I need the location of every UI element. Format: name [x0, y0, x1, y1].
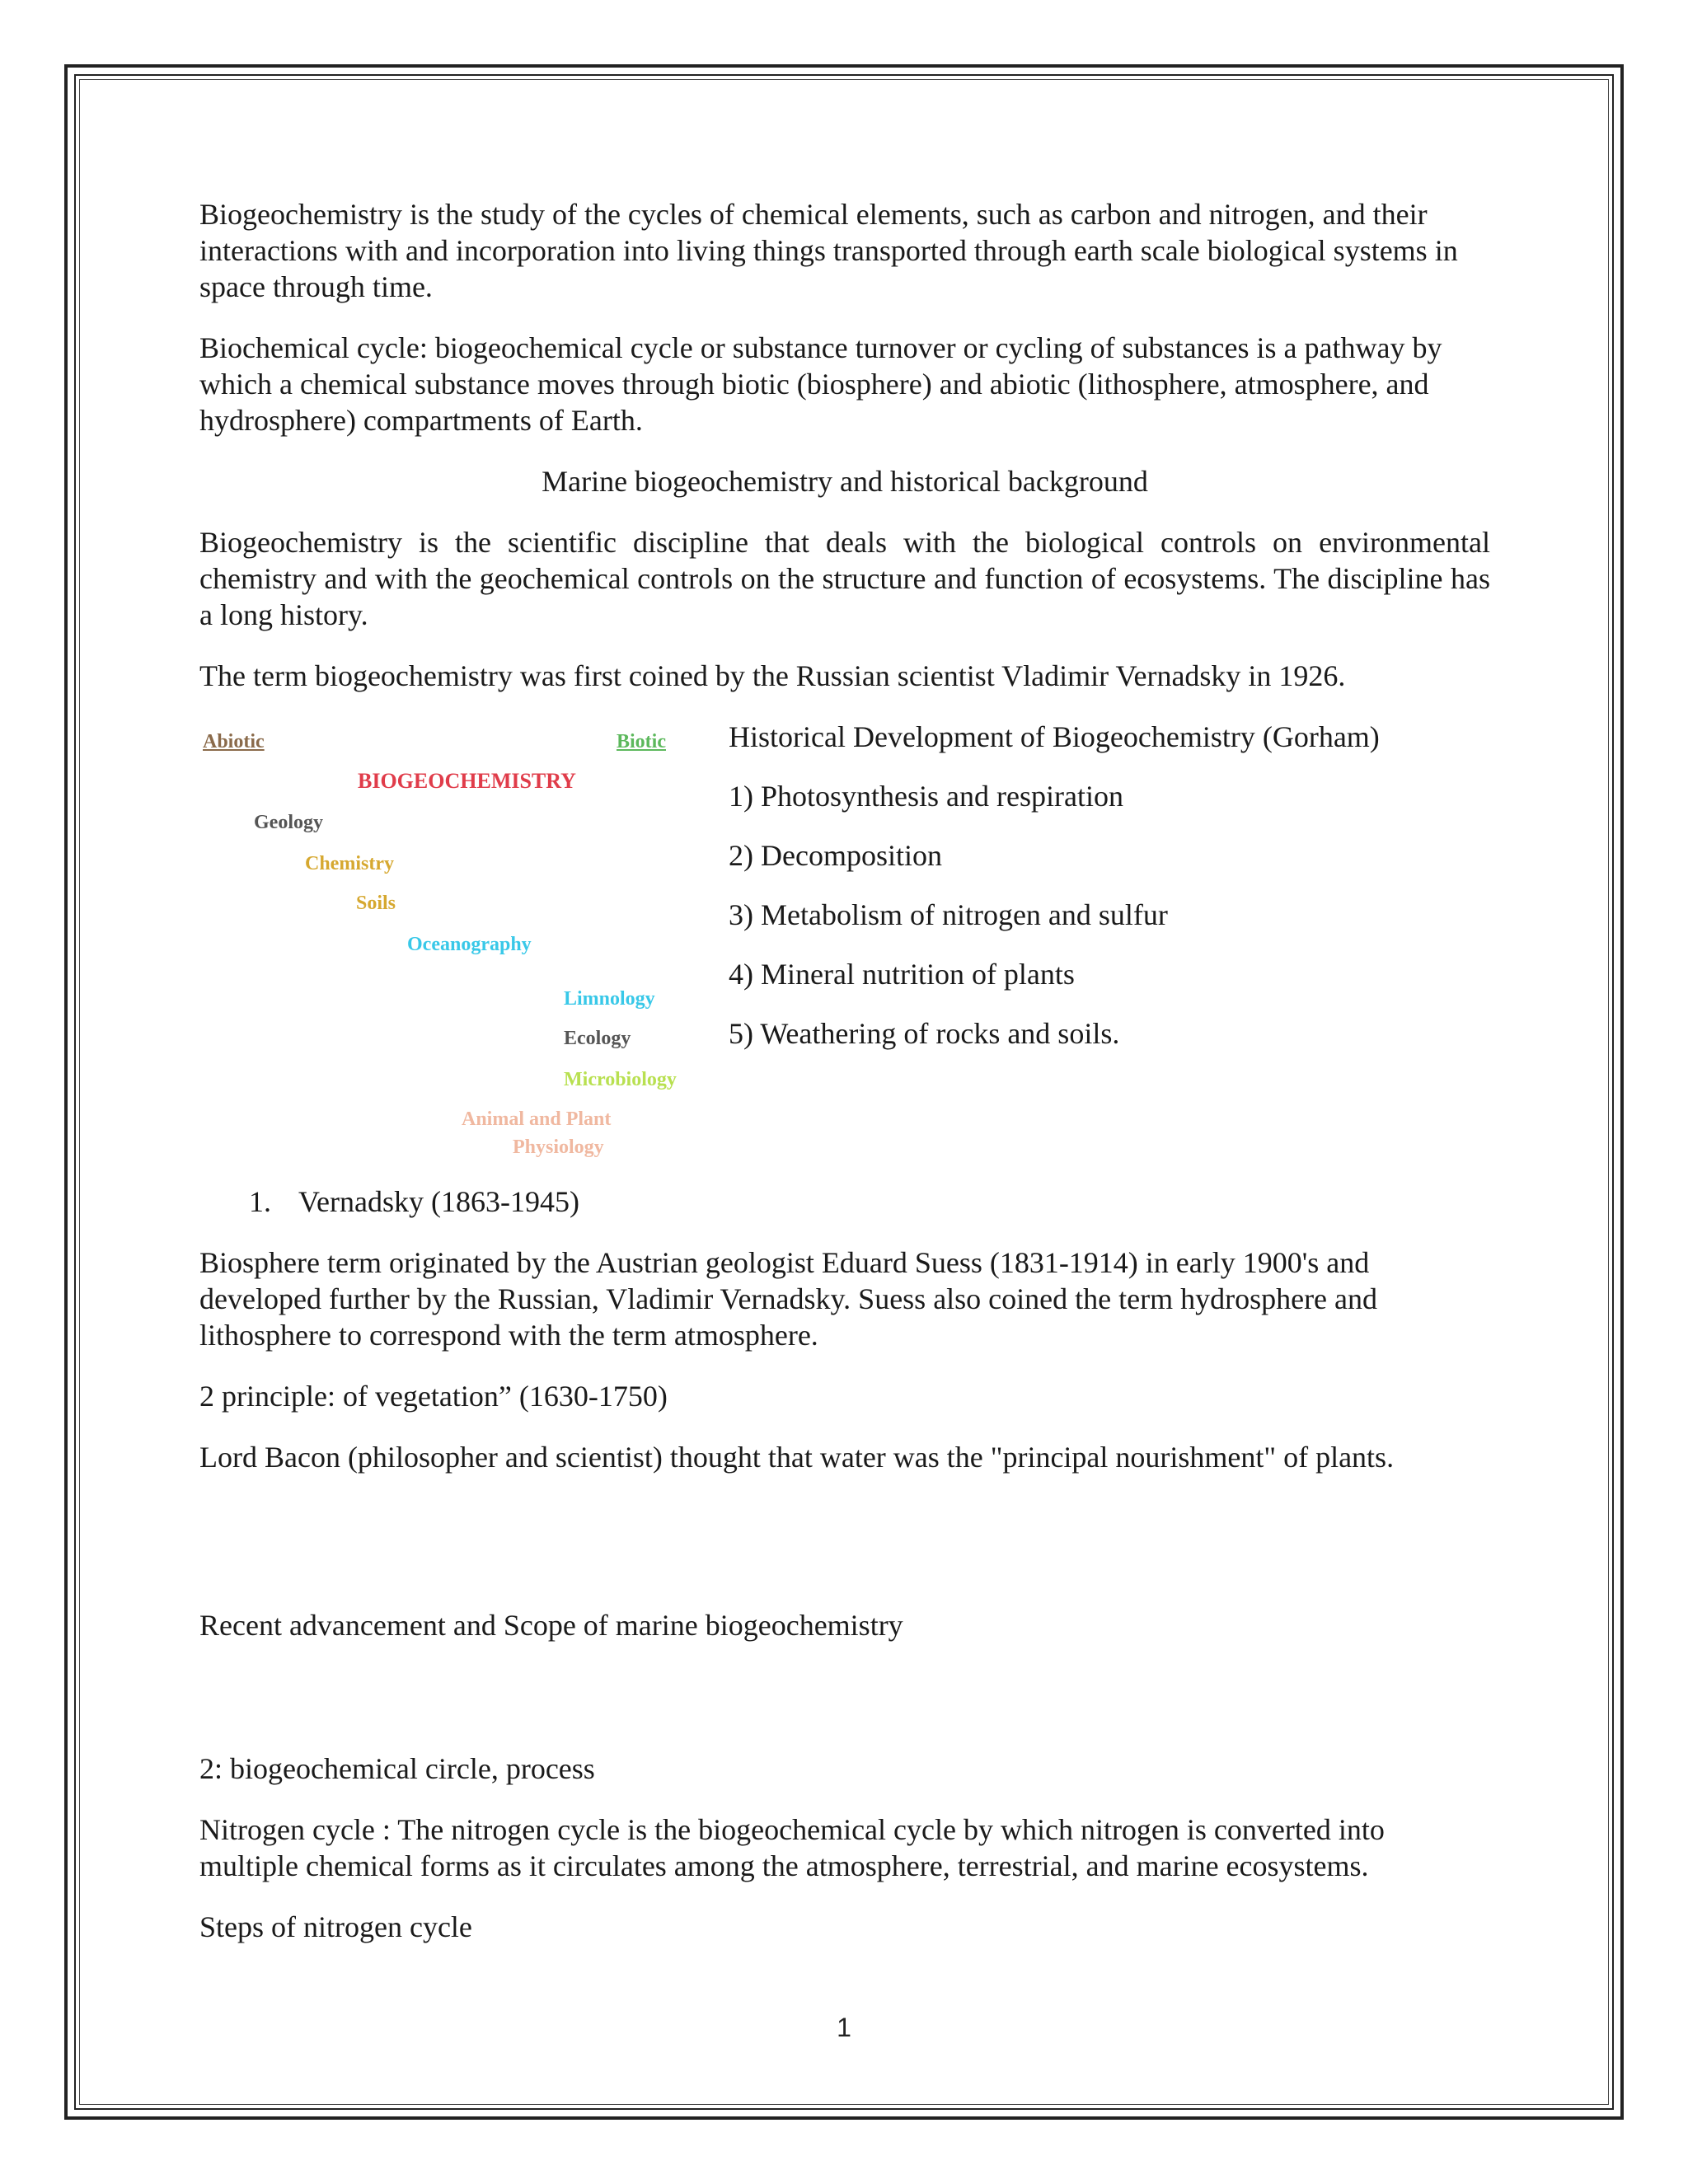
history-item-2: 2) Decomposition	[729, 839, 942, 872]
section-heading-marine: Marine biogeochemistry and historical background	[542, 465, 1148, 498]
biosphere-paragraph: Biosphere term originated by the Austrian geologist Eduard Suess (1831-1914) in early 1900's and developed further by the Russian, Vladimir Vernadsky. Suess also coined the term hydrosphere and lithosphere to correspond with the term atmosphere.	[199, 1246, 1378, 1352]
recent-advancement-heading: Recent advancement and Scope of marine biogeochemistry	[199, 1609, 903, 1642]
history-title: Historical Development of Biogeochemistry (Gorham)	[729, 720, 1380, 753]
diagram-label-biotic: Biotic	[617, 731, 666, 752]
diagram-label-title: BIOGEOCHEMISTRY	[358, 769, 576, 793]
intro-paragraph: Biogeochemistry is the study of the cycles of chemical elements, such as carbon and nitrogen, and their interactions with and incorporation into living things transported through earth scale biological systems in space through time.	[199, 198, 1458, 303]
numbered-item-text: Vernadsky (1863-1945)	[298, 1185, 579, 1218]
spacer	[199, 1668, 1490, 1750]
discipline-paragraph: Biogeochemistry is the scientific discipline that deals with the biological controls on environmental chemistry and with the geochemical controls on the structure and function of ecosystems. The discipline has a long history.	[199, 526, 1490, 631]
diagram-history-row	[199, 719, 1490, 1175]
history-item-1: 1) Photosynthesis and respiration	[729, 780, 1123, 813]
nitrogen-cycle-paragraph: Nitrogen cycle : The nitrogen cycle is the biogeochemical cycle by which nitrogen is converted into multiple chemical forms as it circulates among the atmosphere, terrestrial, and marine ecosystems.	[199, 1813, 1385, 1882]
biogeochemical-circle-heading: 2: biogeochemical circle, process	[199, 1752, 595, 1785]
history-item-5: 5) Weathering of rocks and soils.	[729, 1017, 1120, 1050]
diagram-label-limnology: Limnology	[564, 988, 655, 1010]
diagram-label-animal-plant: Animal and Plant	[462, 1108, 612, 1130]
diagram-label-soils: Soils	[356, 893, 396, 914]
diagram-label-oceanography: Oceanography	[407, 934, 532, 955]
principle-paragraph: 2 principle: of vegetation” (1630-1750)	[199, 1380, 668, 1413]
diagram-label-chemistry: Chemistry	[305, 853, 394, 874]
numbered-item-vernadsky	[249, 1183, 1490, 1220]
term-paragraph: The term biogeochemistry was first coined by the Russian scientist Vladimir Vernadsky in 1926.	[199, 659, 1346, 692]
spacer	[199, 1500, 1490, 1607]
history-item-4: 4) Mineral nutrition of plants	[729, 958, 1075, 991]
diagram-label-geology: Geology	[254, 812, 323, 833]
steps-nitrogen-heading: Steps of nitrogen cycle	[199, 1910, 472, 1943]
biochemical-cycle-paragraph: Biochemical cycle: biogeochemical cycle or substance turnover or cycling of substances is a pathway by which a chemical substance moves through biotic (biosphere) and abiotic (lithosphere, atmosphere, and hydrosphere) compartments of Earth.	[199, 331, 1442, 437]
page-content	[199, 196, 1490, 1970]
diagram-label-microbiology: Microbiology	[564, 1069, 677, 1090]
bacon-paragraph: Lord Bacon (philosopher and scientist) thought that water was the "principal nourishment" of plants.	[199, 1441, 1395, 1474]
history-item-3: 3) Metabolism of nitrogen and sulfur	[729, 898, 1168, 931]
biogeochemistry-diagram	[199, 714, 702, 1175]
diagram-label-physiology: Physiology	[513, 1137, 604, 1158]
historical-development-list	[729, 719, 1490, 1075]
page-number: 1	[837, 2013, 851, 2042]
diagram-label-abiotic: Abiotic	[203, 731, 265, 752]
numbered-item-number: 1.	[249, 1185, 271, 1218]
diagram-label-ecology: Ecology	[564, 1028, 631, 1049]
